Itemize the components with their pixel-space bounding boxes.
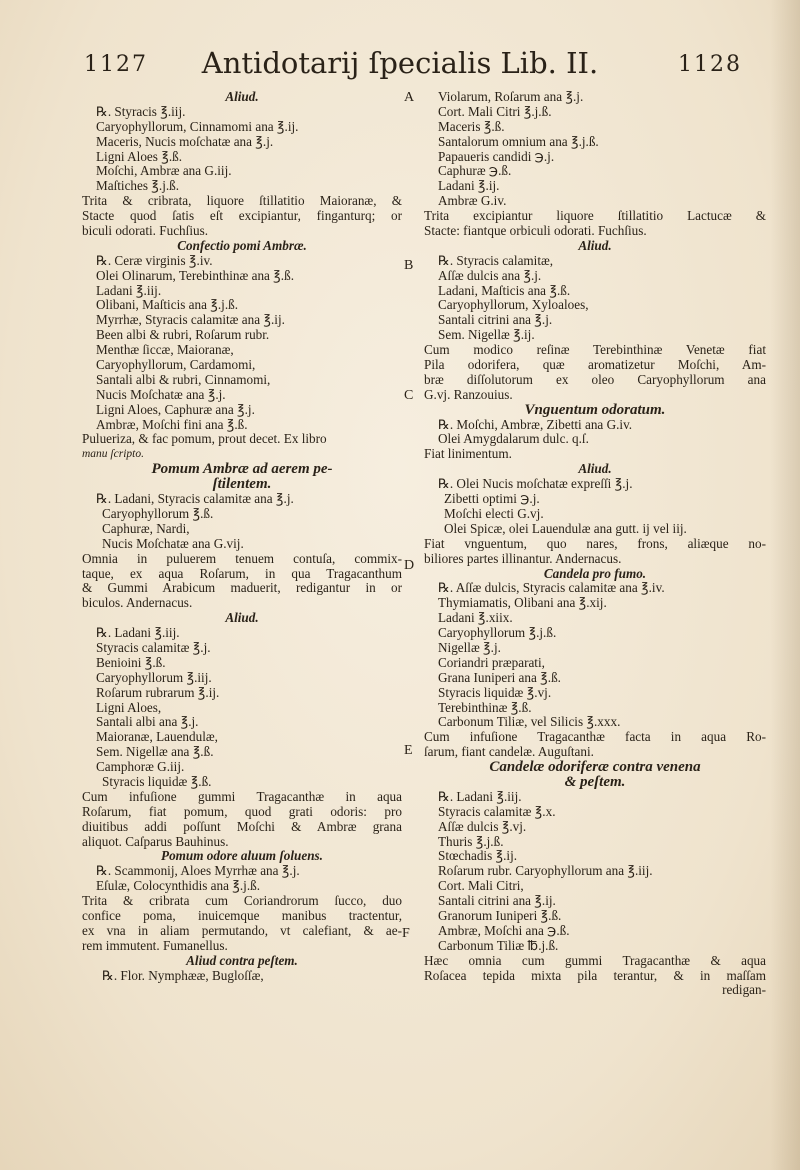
text-line: ℞. Ladani, Styracis calamitæ ana ℥.j. <box>96 492 294 507</box>
text-line: diuitibus addi poſſunt Moſchi & Ambræ grana <box>82 819 402 834</box>
right-column <box>424 90 766 998</box>
text-line: G.vj. Ranzouius. <box>424 387 513 402</box>
running-title: Antidotarij ſpecialis Lib. II. <box>201 46 599 80</box>
margin-letter: A <box>404 90 415 105</box>
text-line: & Gummi Arabicum maduerit, redigantur in or <box>82 581 402 596</box>
text-line: Moſchi, Ambræ ana G.iij. <box>96 164 232 179</box>
text-line: Cum infuſione Tragacanthæ facta in aqua Ro- <box>424 730 766 745</box>
text-line: manu ſcripto. <box>82 448 144 461</box>
recipe-heading: Aliud. <box>578 462 612 477</box>
recipe-heading: Candela pro fumo. <box>543 566 647 581</box>
text-line: Sem. Nigellæ ℥.ij. <box>438 328 535 343</box>
text-line: Coriandri præparati, <box>438 655 545 670</box>
text-line: Pila odorifera, quæ aromatizetur Moſchi, Am- <box>424 358 766 373</box>
text-line: Ladani ℥.xiix. <box>438 611 513 626</box>
text-line: Aſſæ dulcis ℥.vj. <box>438 819 527 834</box>
text-line: Terebinthinæ ℥.ß. <box>438 700 532 715</box>
recipe-heading: & peſtem. <box>564 774 626 790</box>
text-line: Trita & cribrata cum Coriandrorum ſucco, duo <box>82 894 402 909</box>
text-line: Ambræ G.iv. <box>438 194 507 209</box>
text-line: ſarum, fiant candelæ. Auguſtani. <box>424 745 594 760</box>
text-line: Carbonum Tiliæ, vel Silicis ℥.xxx. <box>438 715 621 730</box>
text-line: Santali citrini ana ℥.j. <box>438 313 553 328</box>
text-line: Carbonum Tiliæ ℔.j.ß. <box>438 938 559 953</box>
text-line: Cum infuſione gummi Tragacanthæ in aqua <box>82 789 402 804</box>
text-line: Roſacea tepida mixta pila terantur, & in maſſam <box>424 968 766 983</box>
text-line: Nucis Moſchatæ ana G.vij. <box>102 536 244 551</box>
text-line: Styracis liquidæ ℥.vj. <box>438 685 552 700</box>
text-line: Olibani, Maſticis ana ℥.j.ß. <box>96 298 239 313</box>
text-line: Santali citrini ana ℥.ij. <box>438 894 556 909</box>
text-line: Thymiamatis, Olibani ana ℥.xij. <box>438 596 607 611</box>
left-column <box>82 90 402 983</box>
text-line: Thuris ℥.j.ß. <box>438 834 504 849</box>
text-line: Papaueris candidi ℈.j. <box>438 149 555 164</box>
text-line: Ligni Aloes, Caphuræ ana ℥.j. <box>96 402 255 417</box>
page-edge-shadow <box>770 0 800 1170</box>
text-line: Fiat linimentum. <box>424 447 512 462</box>
text-line: confice poma, inuicemque manibus tractentur, <box>82 908 402 923</box>
text-line: ℞. Styracis calamitæ, <box>438 253 554 268</box>
text-line: Caphuræ, Nardi, <box>102 521 190 536</box>
margin-letters <box>402 88 420 1128</box>
recipe-heading: Aliud. <box>225 90 259 104</box>
text-line: Ambræ, Moſchi fini ana ℥.ß. <box>96 417 248 432</box>
text-line: Menthæ ſiccæ, Maioranæ, <box>96 343 234 358</box>
text-line: Granorum Iuniperi ℥.ß. <box>438 908 562 923</box>
text-line: Caryophyllorum ℥.ß. <box>102 506 214 521</box>
text-line: Ligni Aloes ℥.ß. <box>96 149 183 164</box>
text-line: Maceris ℥.ß. <box>438 119 505 134</box>
text-line: ℞. Moſchi, Ambræ, Zibetti ana G.iv. <box>438 417 633 432</box>
margin-letter: B <box>404 258 414 273</box>
margin-letter: E <box>404 743 413 758</box>
text-line: Been albi & rubri, Roſarum rubr. <box>96 328 270 343</box>
text-line: Stœchadis ℥.ij. <box>438 849 518 864</box>
text-line: bræ diſſolutorum ex oleo Caryophyllorum ana <box>424 372 766 387</box>
text-line: Stacte quod ſatis eſt excipiantur, finganturq; or <box>82 209 402 224</box>
text-line: Ladani ℥.iij. <box>96 283 162 298</box>
text-line: Olei Spicæ, olei Lauendulæ ana gutt. ij vel iij. <box>444 521 687 536</box>
recipe-heading: Aliud contra peſtem. <box>186 953 298 968</box>
text-line: Caryophyllorum, Cinnamomi ana ℥.ij. <box>96 119 299 134</box>
text-line: Roſarum rubrarum ℥.ij. <box>96 685 220 700</box>
text-line: ℞. Aſſæ dulcis, Styracis calamitæ ana ℥.iv. <box>438 581 665 596</box>
recipe-heading: Candelæ odoriferæ contra venena <box>489 760 701 775</box>
text-line: Cum modico reſinæ Terebinthinæ Venetæ fiat <box>424 343 766 358</box>
text-line: Maioranæ, Lauendulæ, <box>96 730 218 745</box>
text-line: Omnia in puluerem tenuem contuſa, commix- <box>82 551 402 566</box>
text-line: Caryophyllorum ℥.j.ß. <box>438 626 557 641</box>
recipe-heading: Aliud. <box>225 611 259 626</box>
text-line: Aſſæ dulcis ana ℥.j. <box>438 268 542 283</box>
text-line: Nigellæ ℥.j. <box>438 640 501 655</box>
text-line: ℞. Ladani ℥.iij. <box>96 626 180 641</box>
text-line: Benioini ℥.ß. <box>96 655 166 670</box>
margin-letter: F <box>402 926 410 941</box>
text-line: Sem. Nigellæ ana ℥.ß. <box>96 745 214 760</box>
text-line: Caryophyllorum, Cardamomi, <box>96 358 256 373</box>
text-line: Ladani, Maſticis ana ℥.ß. <box>438 283 571 298</box>
recipe-heading: Pomum odore aluum ſoluens. <box>161 849 323 864</box>
text-line: aliquot. Caſparus Bauhinus. <box>82 834 229 849</box>
text-line: Caryophyllorum ℥.iij. <box>96 670 212 685</box>
text-line: Grana Iuniperi ana ℥.ß. <box>438 670 561 685</box>
page-number-left: 1127 <box>84 52 148 77</box>
text-line: Violarum, Roſarum ana ℥.j. <box>438 90 584 104</box>
text-line: ℞. Ceræ virginis ℥.iv. <box>96 253 213 268</box>
text-line: Pulueriza, & fac pomum, prout decet. Ex libro <box>82 432 327 447</box>
text-line: Fiat vnguentum, quo nares, frons, aliæque no- <box>424 536 766 551</box>
text-line: redigan- <box>722 983 766 998</box>
text-line: Cort. Mali Citri, <box>438 879 524 894</box>
text-line: Caphuræ ℈.ß. <box>438 164 512 179</box>
text-line: biculos. Andernacus. <box>82 596 193 611</box>
text-line: Santalorum omnium ana ℥.j.ß. <box>438 134 599 149</box>
text-line: Styracis calamitæ ℥.j. <box>96 640 211 655</box>
text-line: Cort. Mali Citri ℥.j.ß. <box>438 104 552 119</box>
text-line: Camphoræ G.iij. <box>96 760 185 775</box>
margin-letter: C <box>404 388 414 403</box>
recipe-heading: Vnguentum odoratum. <box>524 402 666 418</box>
text-line: taque, ex aqua Roſarum, in qua Tragacanthum <box>82 566 402 581</box>
text-line: ℞. Ladani ℥.iij. <box>438 789 522 804</box>
text-line: biculi odorati. Fuchſius. <box>82 224 209 239</box>
text-line: ℞. Flor. Nymphææ, Bugloſſæ, <box>102 968 264 983</box>
text-line: Eſulæ, Colocynthidis ana ℥.j.ß. <box>96 879 261 894</box>
text-line: Zibetti optimi ℈.j. <box>444 492 540 507</box>
text-line: Roſarum rubr. Caryophyllorum ana ℥.iij. <box>438 864 653 879</box>
text-line: Maſtiches ℥.j.ß. <box>96 179 180 194</box>
text-line: Hæc omnia cum gummi Tragacanthæ & aqua <box>424 953 766 968</box>
text-line: Ladani ℥.ij. <box>438 179 500 194</box>
text-line: Styracis liquidæ ℥.ß. <box>102 774 212 789</box>
text-line: Olei Olinarum, Terebinthinæ ana ℥.ß. <box>96 268 294 283</box>
text-line: Santali albi ana ℥.j. <box>96 715 199 730</box>
text-line: Trita & cribrata, liquore ſtillatitio Maioranæ, & <box>82 194 402 209</box>
recipe-heading: Confectio pomi Ambræ. <box>177 238 307 253</box>
text-line: rem immutent. Fumanellus. <box>82 938 228 953</box>
text-line: Moſchi electi G.vj. <box>444 506 544 521</box>
text-line: ℞. Olei Nucis moſchatæ expreſſi ℥.j. <box>438 477 633 492</box>
text-line: ℞. Styracis ℥.iij. <box>96 104 186 119</box>
text-line: Nucis Moſchatæ ana ℥.j. <box>96 387 226 402</box>
page-number-right: 1128 <box>678 52 742 77</box>
recipe-heading: ſtilentem. <box>212 477 272 493</box>
text-line: Santali albi & rubri, Cinnamomi, <box>96 372 271 387</box>
text-line: Olei Amygdalarum dulc. q.ſ. <box>438 432 589 447</box>
text-line: Ligni Aloes, <box>96 700 162 715</box>
recipe-heading: Aliud. <box>578 238 612 253</box>
text-line: Maceris, Nucis moſchatæ ana ℥.j. <box>96 134 274 149</box>
margin-letter: D <box>404 558 415 573</box>
text-line: ex vna in aliam permutando, vt calefiant, & ae- <box>82 923 402 938</box>
text-line: ℞. Scammonij, Aloes Myrrhæ ana ℥.j. <box>96 864 300 879</box>
text-line: Trita excipiantur liquore ſtillatitio Lactucæ & <box>424 209 766 224</box>
text-line: Ambræ, Moſchi ana ℈.ß. <box>438 923 570 938</box>
page-header <box>0 46 800 86</box>
recipe-heading: Pomum Ambræ ad aerem pe- <box>151 462 333 478</box>
text-line: Caryophyllorum, Xyloaloes, <box>438 298 589 313</box>
text-line: Myrrhæ, Styracis calamitæ ana ℥.ij. <box>96 313 285 328</box>
text-line: Stacte: fiantque orbiculi odorati. Fuchſius. <box>424 224 647 239</box>
text-line: Roſarum, fiat pomum, quod grati odoris: pro <box>82 804 402 819</box>
text-line: biliores partes illinantur. Andernacus. <box>424 551 622 566</box>
text-line: Styracis calamitæ ℥.x. <box>438 804 556 819</box>
